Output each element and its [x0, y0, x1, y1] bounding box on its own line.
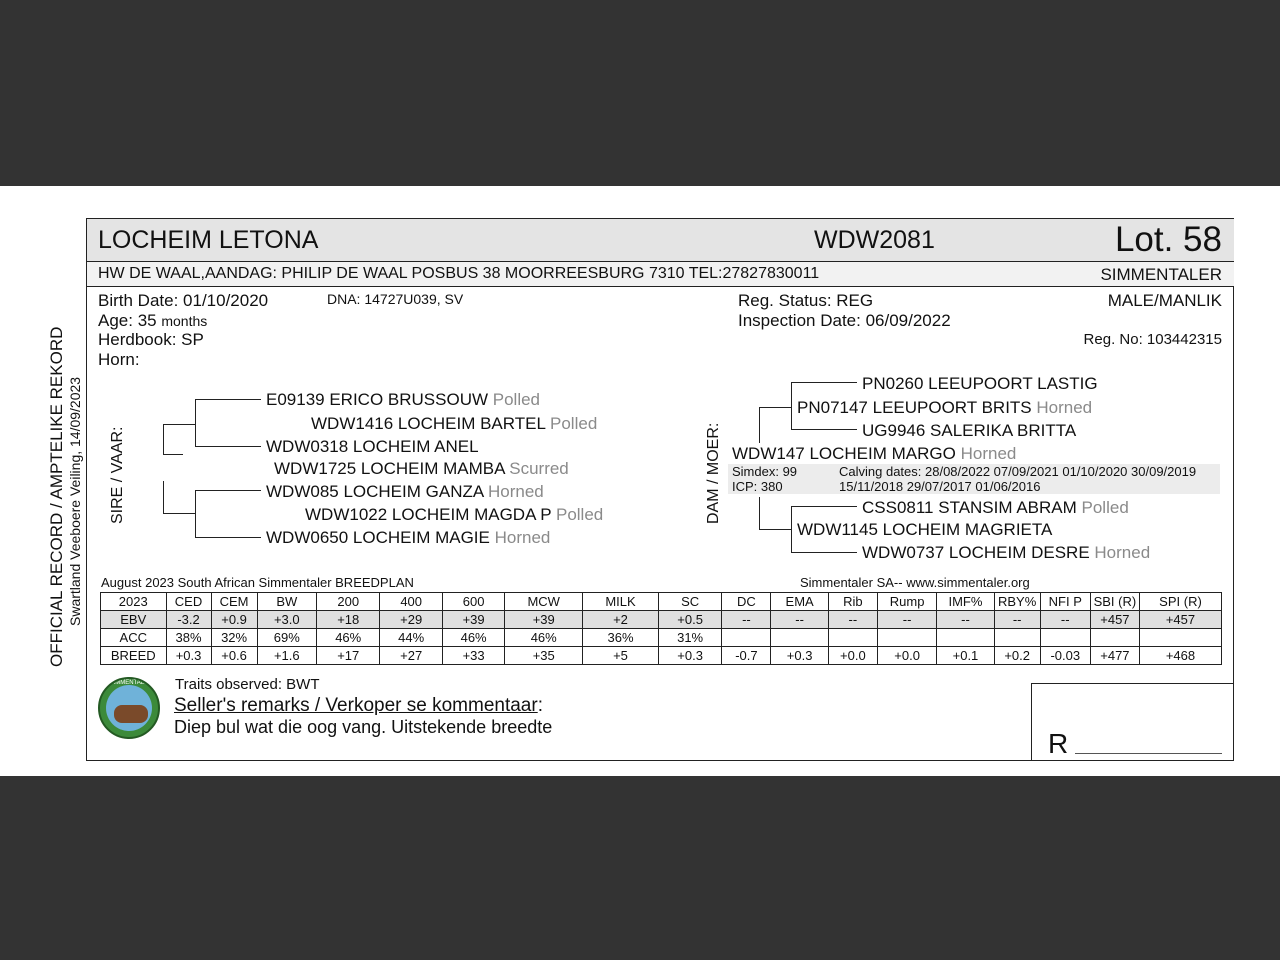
calving-dates-1: Calving dates: 28/08/2022 07/09/2021 01/10/2020 30/09/2019	[839, 464, 1197, 479]
table-cell: NFI P	[1040, 593, 1090, 611]
table-cell	[1139, 629, 1221, 647]
sire-dam-dam: WDW0650 LOCHEIM MAGIE Horned	[266, 528, 551, 547]
lot-number: Lot. 58	[1114, 220, 1222, 259]
table-cell: --	[722, 611, 771, 629]
breedplan-table	[100, 592, 1222, 665]
table-cell: Rump	[877, 593, 936, 611]
table-cell: --	[1040, 611, 1090, 629]
table-cell: -0.03	[1040, 647, 1090, 665]
table-cell: --	[994, 611, 1040, 629]
sire-dam-sire: WDW085 LOCHEIM GANZA Horned	[266, 482, 544, 501]
table-cell: CED	[166, 593, 211, 611]
dam-dam-sire: CSS0811 STANSIM ABRAM Polled	[862, 498, 1129, 517]
official-record-label: OFFICIAL RECORD / AMPTELIKE REKORD	[47, 326, 66, 667]
table-cell: +0.6	[211, 647, 257, 665]
dam-sire: PN07147 LEEUPOORT BRITS Horned	[797, 398, 1093, 417]
owner-line: HW DE WAAL,AANDAG: PHILIP DE WAAL POSBUS 38 MOORREESBURG 7310 TEL:27827830011	[98, 265, 820, 282]
breedplan-title: August 2023 South African Simmentaler BREEDPLAN	[101, 575, 414, 590]
table-cell: +18	[316, 611, 379, 629]
table-cell: 46%	[505, 629, 583, 647]
table-cell: DC	[722, 593, 771, 611]
dam-dam-dam: WDW0737 LOCHEIM DESRE Horned	[862, 543, 1151, 562]
table-cell	[1040, 629, 1090, 647]
table-cell: +1.6	[257, 647, 316, 665]
table-cell: +0.3	[658, 647, 721, 665]
table-cell: 200	[316, 593, 379, 611]
simmentaler-logo: SIMMENTALER	[98, 677, 160, 739]
table-cell: -3.2	[166, 611, 211, 629]
table-cell	[1090, 629, 1139, 647]
dam-dam: WDW1145 LOCHEIM MAGRIETA	[797, 520, 1053, 539]
traits-observed: Traits observed: BWT	[175, 676, 320, 693]
table-cell: +39	[505, 611, 583, 629]
table-cell: CEM	[211, 593, 257, 611]
sire-dam: WDW1022 LOCHEIM MAGDA P Polled	[305, 505, 604, 524]
table-cell	[937, 629, 994, 647]
sire-sire-dam: WDW0318 LOCHEIM ANEL	[266, 437, 479, 456]
table-row	[101, 647, 1222, 665]
reg-no: Reg. No: 103442315	[1083, 331, 1222, 348]
horn: Horn:	[98, 350, 140, 369]
sire-label: SIRE / VAAR:	[109, 426, 126, 524]
table-cell: +0.0	[877, 647, 936, 665]
animal-name: LOCHEIM LETONA	[98, 226, 319, 254]
table-cell: +0.9	[211, 611, 257, 629]
table-cell: EBV	[101, 611, 167, 629]
table-cell: +27	[380, 647, 442, 665]
table-cell: +33	[442, 647, 504, 665]
table-cell: Rib	[828, 593, 877, 611]
table-cell: 36%	[583, 629, 659, 647]
table-cell: 44%	[380, 629, 442, 647]
table-cell: --	[937, 611, 994, 629]
table-cell: +0.1	[937, 647, 994, 665]
remarks-heading: Seller's remarks / Verkoper se kommentaar:	[174, 695, 543, 716]
table-cell: +0.2	[994, 647, 1040, 665]
table-cell: MILK	[583, 593, 659, 611]
dam: WDW147 LOCHEIM MARGO Horned	[732, 444, 1017, 463]
table-row	[101, 611, 1222, 629]
table-cell: +457	[1090, 611, 1139, 629]
table-cell: +29	[380, 611, 442, 629]
table-cell: SC	[658, 593, 721, 611]
sex: MALE/MANLIK	[1107, 291, 1222, 310]
table-cell	[771, 629, 828, 647]
table-cell: +35	[505, 647, 583, 665]
table-cell: 32%	[211, 629, 257, 647]
animal-id: WDW2081	[814, 226, 935, 254]
table-cell: 31%	[658, 629, 721, 647]
table-cell: +3.0	[257, 611, 316, 629]
table-cell: 600	[442, 593, 504, 611]
price-label: R	[1048, 728, 1069, 759]
auction-label: Swartland Veeboere Veiling, 14/09/2023	[67, 376, 83, 626]
breedplan-website: Simmentaler SA-- www.simmentaler.org	[800, 575, 1030, 590]
table-header-row	[101, 593, 1222, 611]
table-cell	[994, 629, 1040, 647]
table-cell: --	[828, 611, 877, 629]
dam-label: DAM / MOER:	[705, 422, 722, 524]
table-cell: +457	[1139, 611, 1221, 629]
table-cell	[877, 629, 936, 647]
table-cell: +0.0	[828, 647, 877, 665]
table-cell: BREED	[101, 647, 167, 665]
sire-sire: WDW1416 LOCHEIM BARTEL Polled	[311, 414, 598, 433]
table-cell: +2	[583, 611, 659, 629]
table-cell: --	[877, 611, 936, 629]
table-cell: IMF%	[937, 593, 994, 611]
table-cell: 69%	[257, 629, 316, 647]
dna: DNA: 14727U039, SV	[327, 291, 464, 307]
dam-sire-dam: UG9946 SALERIKA BRITTA	[862, 421, 1077, 440]
table-cell: --	[771, 611, 828, 629]
table-cell: +0.3	[166, 647, 211, 665]
breed: SIMMENTALER	[1100, 265, 1222, 284]
table-cell	[722, 629, 771, 647]
table-cell	[828, 629, 877, 647]
sire: WDW1725 LOCHEIM MAMBA Scurred	[274, 459, 569, 478]
table-cell: 38%	[166, 629, 211, 647]
reg-status: Reg. Status: REG	[738, 291, 874, 310]
table-cell: 400	[380, 593, 442, 611]
inspection-date: Inspection Date: 06/09/2022	[738, 311, 951, 330]
table-cell: ACC	[101, 629, 167, 647]
table-cell: +39	[442, 611, 504, 629]
herdbook: Herdbook: SP	[98, 330, 204, 349]
icp: ICP: 380	[732, 479, 783, 494]
table-cell: EMA	[771, 593, 828, 611]
table-cell: -0.7	[722, 647, 771, 665]
table-cell: 2023	[101, 593, 167, 611]
table-cell: 46%	[316, 629, 379, 647]
table-cell: +0.3	[771, 647, 828, 665]
table-cell: +17	[316, 647, 379, 665]
dam-sire-sire: PN0260 LEEUPOORT LASTIG	[862, 374, 1098, 393]
table-cell: SPI (R)	[1139, 593, 1221, 611]
table-cell: +468	[1139, 647, 1221, 665]
birth-date: Birth Date: 01/10/2020	[98, 291, 269, 310]
table-cell: +5	[583, 647, 659, 665]
sire-sire-sire: E09139 ERICO BRUSSOUW Polled	[266, 390, 541, 409]
simdex: Simdex: 99	[732, 464, 798, 479]
table-row	[101, 629, 1222, 647]
table-cell: SBI (R)	[1090, 593, 1139, 611]
table-cell: +477	[1090, 647, 1139, 665]
age: Age: 35 months	[98, 311, 208, 330]
table-cell: 46%	[442, 629, 504, 647]
calving-dates-2: 15/11/2018 29/07/2017 01/06/2016	[839, 479, 1041, 494]
table-cell: MCW	[505, 593, 583, 611]
seller-remarks: Diep bul wat die oog vang. Uitstekende breedte	[174, 717, 553, 737]
table-cell: +0.5	[658, 611, 721, 629]
price-field[interactable]	[1075, 753, 1222, 754]
table-cell: BW	[257, 593, 316, 611]
table-cell: RBY%	[994, 593, 1040, 611]
